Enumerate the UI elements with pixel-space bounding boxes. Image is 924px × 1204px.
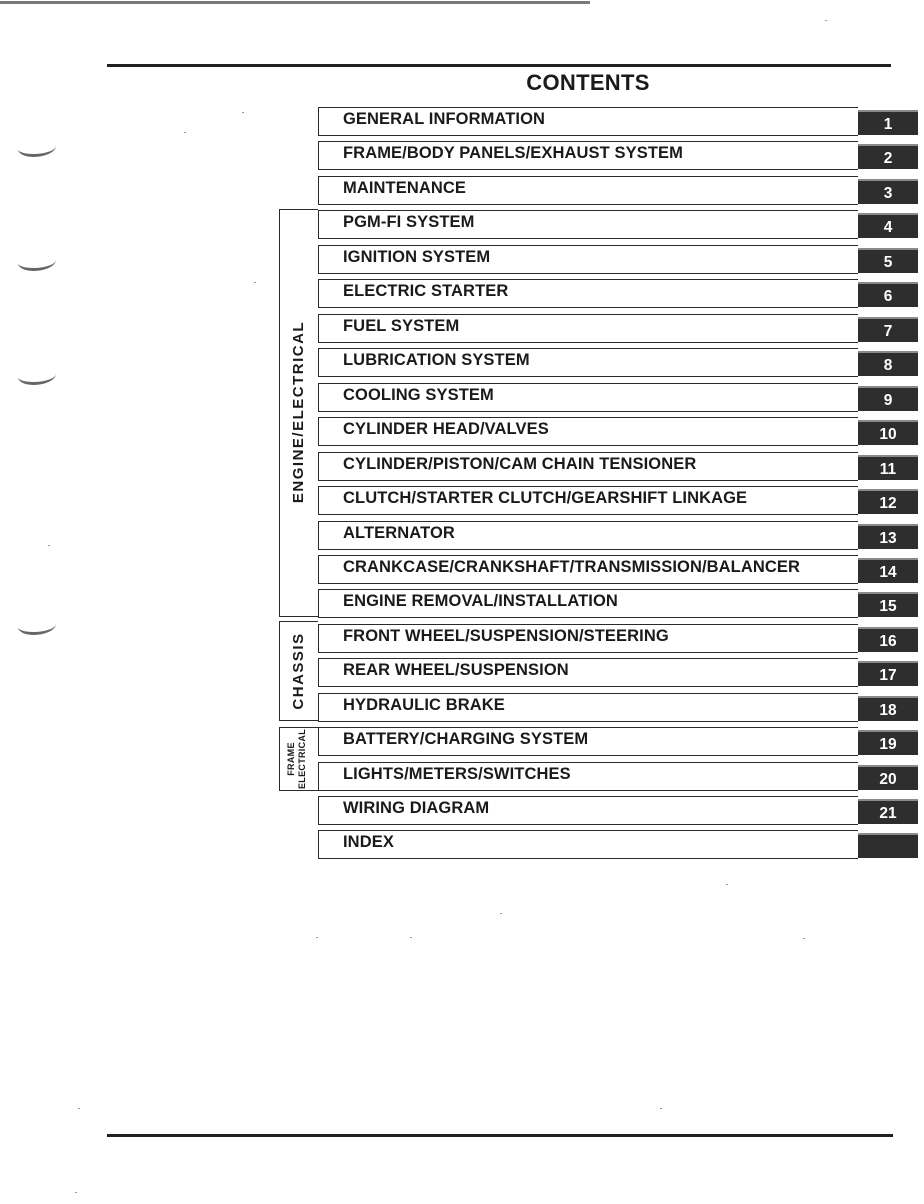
section-title: PGM-FI SYSTEM <box>343 213 475 231</box>
scan-speck <box>660 1108 662 1109</box>
scan-speck <box>48 545 50 546</box>
section-tab[interactable]: 15 <box>858 592 918 617</box>
section-title: CRANKCASE/CRANKSHAFT/TRANSMISSION/BALANCER <box>343 558 801 576</box>
bottom-rule <box>107 1134 893 1137</box>
toc-row[interactable] <box>318 624 858 653</box>
toc-row[interactable] <box>318 555 858 584</box>
section-tab[interactable]: 16 <box>858 627 918 652</box>
section-tab[interactable]: 8 <box>858 351 918 376</box>
group-engine-electrical <box>279 209 318 617</box>
section-title: IGNITION SYSTEM <box>343 248 491 266</box>
section-tab[interactable]: 5 <box>858 248 918 273</box>
binder-hole-mark <box>18 616 56 635</box>
toc-row[interactable] <box>318 762 858 791</box>
section-tab[interactable]: 13 <box>858 524 918 549</box>
scan-speck <box>726 884 728 885</box>
page-title: CONTENTS <box>526 70 650 95</box>
section-title: ALTERNATOR <box>343 524 455 542</box>
section-tab[interactable] <box>858 833 918 858</box>
toc-row[interactable] <box>318 383 858 412</box>
scan-speck <box>75 1192 77 1193</box>
section-title: ENGINE REMOVAL/INSTALLATION <box>343 592 618 610</box>
section-tab[interactable]: 3 <box>858 179 918 204</box>
scan-edge-line <box>0 1 590 4</box>
binder-hole-mark <box>18 138 56 157</box>
toc-row[interactable] <box>318 830 858 859</box>
section-tab[interactable]: 4 <box>858 213 918 238</box>
scan-speck <box>316 937 318 938</box>
scan-speck <box>242 112 244 113</box>
toc-row[interactable] <box>318 452 858 481</box>
top-rule <box>107 64 891 67</box>
section-tab[interactable]: 17 <box>858 661 918 686</box>
section-tab[interactable]: 12 <box>858 489 918 514</box>
section-title: LUBRICATION SYSTEM <box>343 351 530 369</box>
scan-speck <box>78 1108 80 1109</box>
toc-row[interactable] <box>318 314 858 343</box>
section-tab[interactable]: 1 <box>858 110 918 135</box>
section-tab[interactable]: 19 <box>858 730 918 755</box>
section-title: HYDRAULIC BRAKE <box>343 696 505 714</box>
scan-speck <box>500 913 502 914</box>
toc-row[interactable] <box>318 107 858 136</box>
toc-row[interactable] <box>318 417 858 446</box>
section-title: BATTERY/CHARGING SYSTEM <box>343 730 589 748</box>
section-title: GENERAL INFORMATION <box>343 110 546 128</box>
group-frame-electrical <box>279 727 318 791</box>
toc-row[interactable] <box>318 210 858 239</box>
section-title: FRONT WHEEL/SUSPENSION/STEERING <box>343 627 669 645</box>
section-tab[interactable]: 18 <box>858 696 918 721</box>
toc-row[interactable] <box>318 279 858 308</box>
toc-row[interactable] <box>318 727 858 756</box>
toc-row[interactable] <box>318 658 858 687</box>
section-title: ELECTRIC STARTER <box>343 282 509 300</box>
section-tab[interactable]: 21 <box>858 799 918 824</box>
section-title: LIGHTS/METERS/SWITCHES <box>343 765 571 783</box>
section-tab[interactable]: 7 <box>858 317 918 342</box>
section-tab[interactable]: 9 <box>858 386 918 411</box>
toc-row[interactable] <box>318 693 858 722</box>
section-tab[interactable]: 10 <box>858 420 918 445</box>
scan-speck <box>803 938 805 939</box>
scan-speck <box>410 937 412 938</box>
group-frame-electrical-label <box>286 728 310 790</box>
section-title: CYLINDER/PISTON/CAM CHAIN TENSIONER <box>343 455 697 473</box>
toc-row[interactable] <box>318 348 858 377</box>
group-electrical-label: ELECTRICAL <box>297 729 307 789</box>
toc-row[interactable] <box>318 176 858 205</box>
scan-speck <box>825 20 827 21</box>
section-title: FRAME/BODY PANELS/EXHAUST SYSTEM <box>343 144 683 162</box>
section-title: CYLINDER HEAD/VALVES <box>343 420 549 438</box>
section-title: CLUTCH/STARTER CLUTCH/GEARSHIFT LINKAGE <box>343 489 748 507</box>
group-chassis <box>279 621 318 721</box>
binder-hole-mark <box>18 366 56 385</box>
scan-speck <box>184 132 186 133</box>
section-title: INDEX <box>343 833 394 851</box>
section-title: WIRING DIAGRAM <box>343 799 490 817</box>
group-chassis-label: CHASSIS <box>290 632 307 710</box>
toc-row[interactable] <box>318 796 858 825</box>
scan-speck <box>254 282 256 283</box>
section-tab[interactable]: 6 <box>858 282 918 307</box>
binder-hole-mark <box>18 252 56 271</box>
section-tab[interactable]: 14 <box>858 558 918 583</box>
section-title: MAINTENANCE <box>343 179 467 197</box>
section-tab[interactable]: 20 <box>858 765 918 790</box>
section-title: FUEL SYSTEM <box>343 317 460 335</box>
section-title: COOLING SYSTEM <box>343 386 494 404</box>
toc-row[interactable] <box>318 245 858 274</box>
toc-row[interactable] <box>318 141 858 170</box>
section-tab[interactable]: 11 <box>858 455 918 480</box>
group-engine-electrical-label: ENGINE/ELECTRICAL <box>290 320 307 504</box>
section-tab[interactable]: 2 <box>858 144 918 169</box>
toc-row[interactable] <box>318 486 858 515</box>
section-title: REAR WHEEL/SUSPENSION <box>343 661 569 679</box>
toc-row[interactable] <box>318 521 858 550</box>
group-frame-label: FRAME <box>286 742 296 776</box>
toc-row[interactable] <box>318 589 858 618</box>
